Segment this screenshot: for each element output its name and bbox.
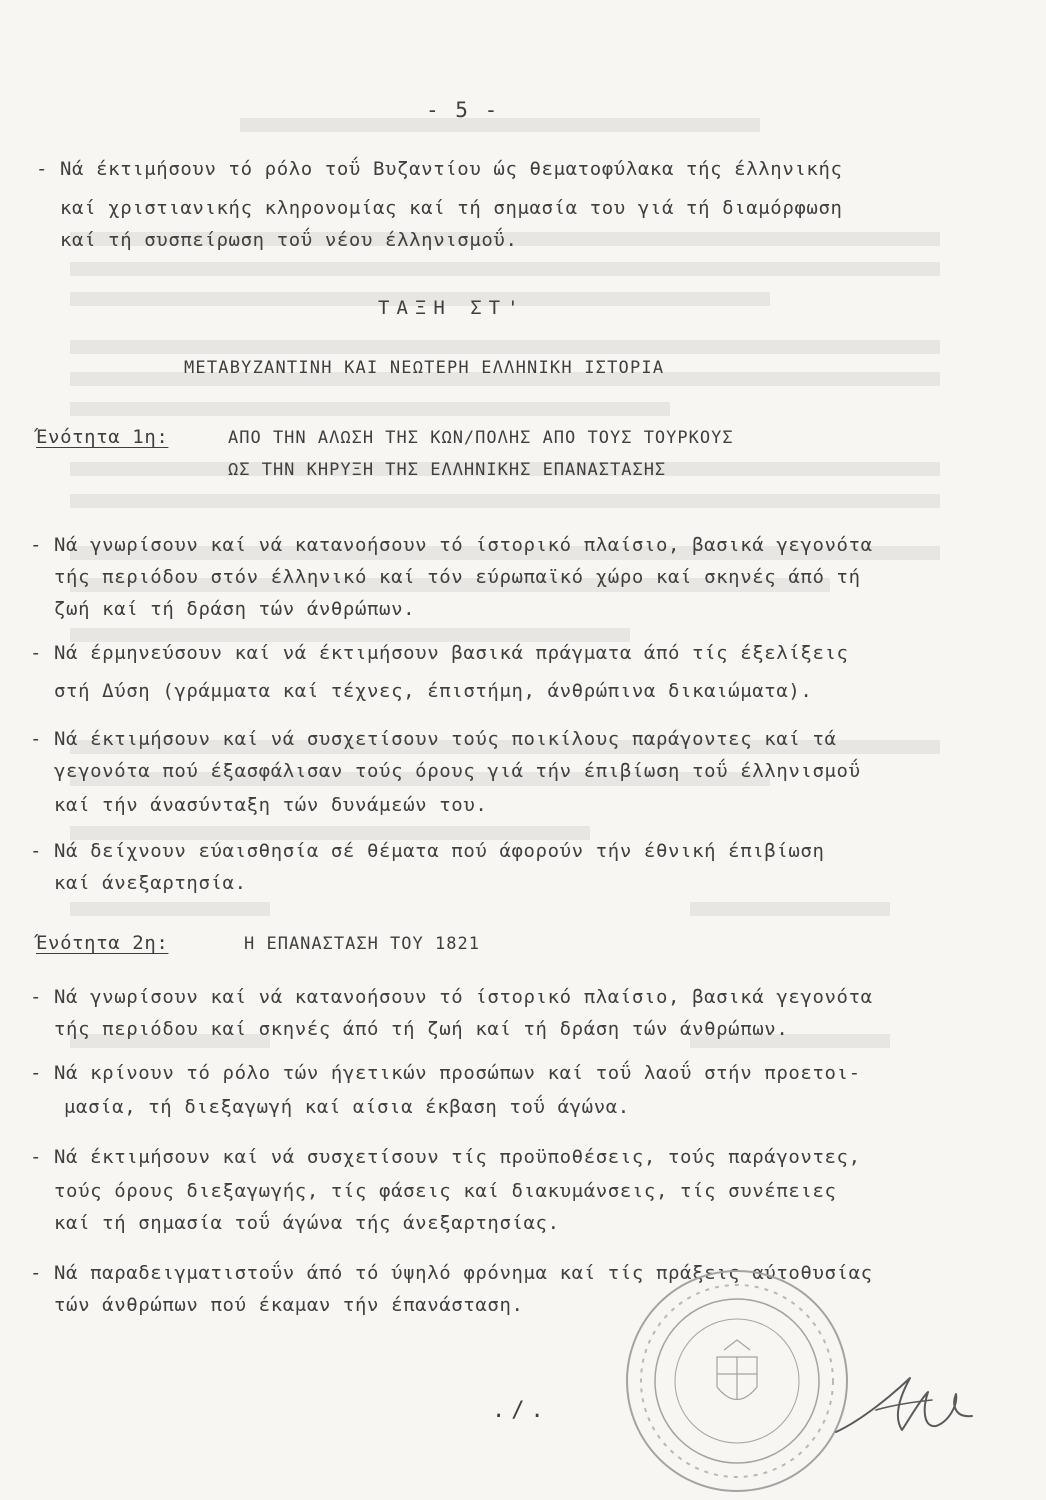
objective-line: Νά κρίνουν τό ρόλο τών ήγετικών προσώπων καί τοΰ λαοΰ στήν προετοι-: [54, 1062, 861, 1084]
intro-line: καί χριστιανικής κληρονομίας καί τή σημασία του γιά τή διαμόρφωση: [60, 197, 843, 219]
objective-line: μασία, τή διεξαγωγή καί αίσια έκβαση τοΰ άγώνα.: [64, 1096, 630, 1118]
objective-line: Νά γνωρίσουν καί νά κατανοήσουν τό ίστορικό πλαίσιο, βασικά γεγονότα: [54, 986, 873, 1008]
bullet-dash: -: [30, 1262, 42, 1284]
handwritten-signature: [832, 1370, 982, 1445]
objective-line: Νά έκτιμήσουν καί νά συσχετίσουν τίς προϋποθέσεις, τούς παράγοντες,: [54, 1146, 861, 1168]
unit-2-label: Ένότητα 2η:: [36, 932, 169, 954]
unit-1-title-line: ΑΠΟ ΤΗΝ ΑΛΩΣΗ ΤΗΣ ΚΩΝ/ΠΟΛΗΣ ΑΠΟ ΤΟΥΣ ΤΟΥΡΚΟΥΣ: [228, 428, 734, 448]
bullet-dash: -: [30, 840, 42, 862]
objective-line: τών άνθρώπων πού έκαμαν τήν έπανάσταση.: [54, 1294, 524, 1316]
bullet-dash: -: [30, 534, 42, 556]
objective-line: καί τή σημασία τοΰ άγώνα τής άνεξαρτησίας.: [54, 1212, 560, 1234]
intro-line: καί τή συσπείρωση τοΰ νέου έλληνισμοΰ.: [60, 229, 518, 251]
objective-line: τής περιόδου καί σκηνές άπό τή ζωή καί τή δράση τών άνθρώπων.: [54, 1018, 789, 1040]
bullet-dash: -: [30, 986, 42, 1008]
objective-line: τούς όρους διεξαγωγής, τίς φάσεις καί διακυμάνσεις, τίς συνέπειες: [54, 1180, 837, 1202]
page-number: - 5 -: [426, 98, 500, 122]
objective-line: τής περιόδου στόν έλληνικό καί τόν εύρωπαϊκό χώρο καί σκηνές άπό τή: [54, 566, 861, 588]
unit-2-title: Η ΕΠΑΝΑΣΤΑΣΗ ΤΟΥ 1821: [244, 934, 480, 954]
bullet-dash: -: [30, 1146, 42, 1168]
bullet-dash: -: [30, 1062, 42, 1084]
objective-line: καί άνεξαρτησία.: [54, 872, 247, 894]
bullet-dash: -: [30, 728, 42, 750]
continuation-mark: ./.: [492, 1398, 550, 1423]
unit-1-label: Ένότητα 1η:: [36, 426, 169, 448]
objective-line: Νά γνωρίσουν καί νά κατανοήσουν τό ίστορικό πλαίσιο, βασικά γεγονότα: [54, 534, 873, 556]
objective-line: ζωή καί τή δράση τών άνθρώπων.: [54, 598, 416, 620]
intro-line: Νά έκτιμήσουν τό ρόλο τοΰ Βυζαντίου ώς θεματοφύλακα τής έλληνικής: [60, 158, 843, 180]
class-heading: ΤΑΞΗ ΣΤ': [378, 297, 526, 319]
objective-line: γεγονότα πού έξασφάλισαν τούς όρους γιά τήν έπιβίωση τοΰ έλληνισμοΰ: [54, 760, 861, 782]
objective-line: Νά έκτιμήσουν καί νά συσχετίσουν τούς ποικίλους παράγοντες καί τά: [54, 728, 837, 750]
bullet-dash: -: [36, 158, 48, 180]
bullet-dash: -: [30, 642, 42, 664]
objective-line: Νά δείχνουν εύαισθησία σέ θέματα πού άφορούν τήν έθνική έπιβίωση: [54, 840, 825, 862]
objective-line: Νά έρμηνεύσουν καί νά έκτιμήσουν βασικά πράγματα άπό τίς έξελίξεις: [54, 642, 849, 664]
objective-line: στή Δύση (γράμματα καί τέχνες, έπιστήμη, άνθρώπινα δικαιώματα).: [54, 680, 813, 702]
official-seal-stamp: [622, 1262, 852, 1500]
objective-line: Νά παραδειγματιστοΰν άπό τό ύψηλό φρόνημα καί τίς πράξεις αύτοθυσίας: [54, 1262, 873, 1284]
unit-1-title-line: ΩΣ ΤΗΝ ΚΗΡΥΞΗ ΤΗΣ ΕΛΛΗΝΙΚΗΣ ΕΠΑΝΑΣΤΑΣΗΣ: [228, 460, 667, 480]
objective-line: καί τήν άνασύνταξη τών δυνάμεών του.: [54, 794, 488, 816]
section-heading: ΜΕΤΑΒΥΖΑΝΤΙΝΗ ΚΑΙ ΝΕΩΤΕΡΗ ΕΛΛΗΝΙΚΗ ΙΣΤΟΡΙΑ: [184, 358, 665, 378]
